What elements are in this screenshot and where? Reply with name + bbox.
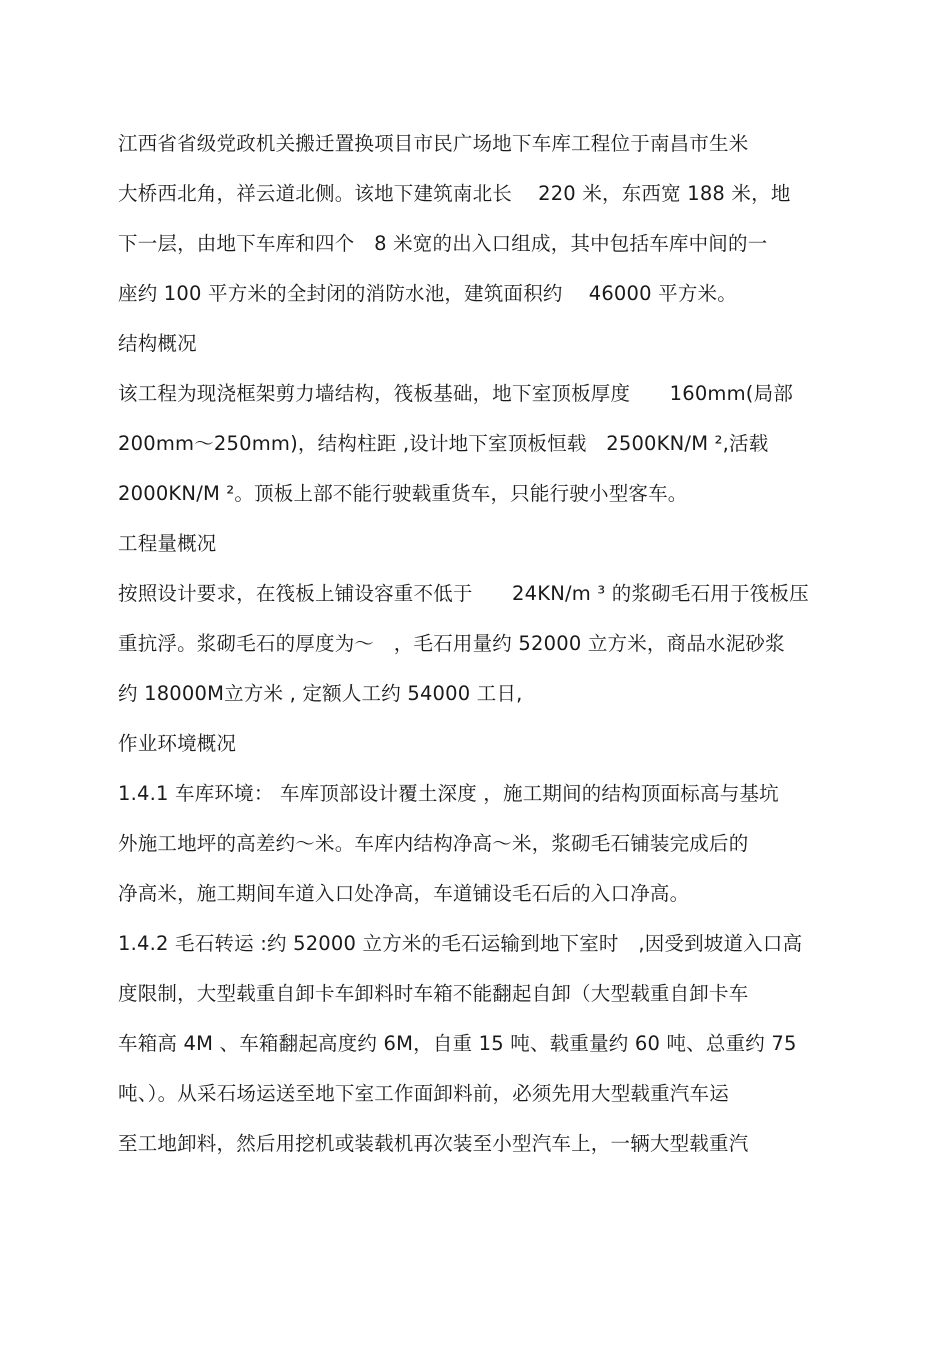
text-line: 1.4.2 毛石转运 :约 52000 立方米的毛石运输到地下室时 ,因受到坡道入口高	[118, 932, 803, 955]
text-line: 吨、）。从采石场运送至地下室工作面卸料前，必须先用大型载重汽车运	[118, 1082, 729, 1105]
section-heading: 结构概况	[118, 332, 197, 355]
text-line: 重抗浮。浆砌毛石的厚度为～ ，毛石用量约 52000 立方米，商品水泥砂浆	[118, 632, 785, 655]
text-line: 约 18000M立方米 , 定额人工约 54000 工日,	[118, 682, 523, 705]
section-heading: 工程量概况	[118, 532, 217, 555]
text-line: 2000KN/M ²。顶板上部不能行驶载重货车，只能行驶小型客车。	[118, 482, 688, 505]
text-line: 大桥西北角，祥云道北侧。该地下建筑南北长 220 米，东西宽 188 米，地	[118, 182, 791, 205]
text-line: 江西省省级党政机关搬迁置换项目市民广场地下车库工程位于南昌市生米	[118, 132, 749, 155]
text-line: 200mm～250mm)，结构柱距 ,设计地下室顶板恒载 2500KN/M ²,活载	[118, 432, 769, 455]
text-line: 按照设计要求，在筏板上铺设容重不低于 24KN/m ³ 的浆砌毛石用于筏板压	[118, 582, 809, 605]
text-line: 下一层，由地下车库和四个 8 米宽的出入口组成，其中包括车库中间的一	[118, 232, 768, 255]
text-line: 1.4.1 车库环境： 车库顶部设计覆土深度 ，施工期间的结构顶面标高与基坑	[118, 782, 779, 805]
section-heading: 作业环境概况	[118, 732, 237, 755]
text-line: 度限制，大型载重自卸卡车卸料时车箱不能翻起自卸（大型载重自卸卡车	[118, 982, 749, 1005]
text-line: 至工地卸料，然后用挖机或装载机再次装至小型汽车上，一辆大型载重汽	[118, 1132, 749, 1155]
text-line: 净高米，施工期间车道入口处净高，车道铺设毛石后的入口净高。	[118, 882, 690, 905]
text-line: 车箱高 4M 、车箱翻起高度约 6M，自重 15 吨、载重量约 60 吨、总重约 75	[118, 1032, 797, 1055]
text-line: 外施工地坪的高差约～米。车库内结构净高～米，浆砌毛石铺装完成后的	[118, 832, 749, 855]
text-line: 该工程为现浇框架剪力墙结构，筏板基础，地下室顶板厚度 160mm(局部	[118, 382, 794, 405]
text-line: 座约 100 平方米的全封闭的消防水池，建筑面积约 46000 平方米。	[118, 282, 737, 305]
